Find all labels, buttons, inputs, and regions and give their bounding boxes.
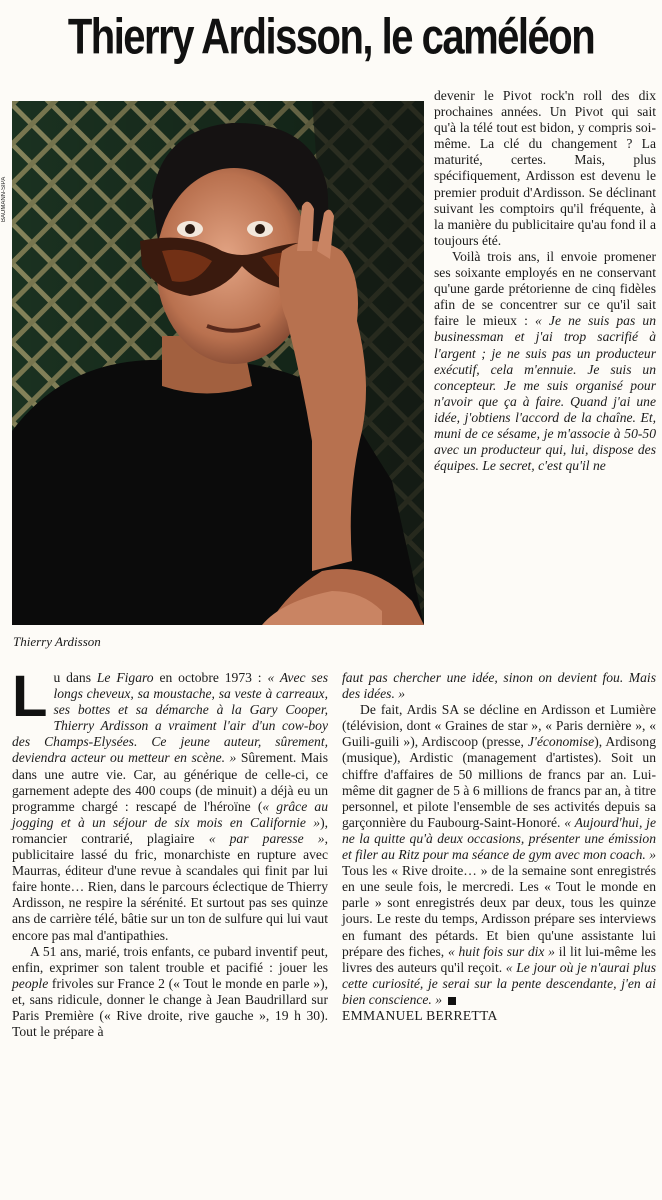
body-text: frivoles sur France 2 (« Tout le monde en parle »), et, sans ridicule, donner le change à Jean Baudrillard sur Paris Première (« Rive droite, rive gauche », 19 h 30). Tout le prépare à bbox=[12, 975, 328, 1040]
body-text: ), Ardisong (musique), Ardistic (management d'artistes). Soit un chiffre d'affaires de 50 millions de francs par an. Lui-même dit gagner de 5 à 6 millions de francs par an, à titre personnel, et pilote l'ensemble de ses activités depuis sa garçonnière du Faubourg-Saint-Honoré. bbox=[342, 734, 656, 830]
article-paragraph bbox=[12, 944, 328, 1041]
body-text: Sûrement. Mais dans une autre vie. Car, au générique de celle-ci, ce garnement adepte des 400 coups (de minuit) a déjà eu un programme chargé : rescapé de l'héroïne ( bbox=[12, 750, 329, 814]
byline bbox=[342, 1008, 656, 1024]
article-column-right-bottom bbox=[342, 670, 656, 1024]
body-text: devenir le Pivot rock'n roll des dix prochaines années. Un Pivot qui sait qu'à la télé tout est bidon, y compris soi-même. La clé du changement ? La maturité, certes. Mais, plus spécifiquement, Ardisson est devenu le premier produit d'Ardisson. Se déclinant suivant les comptoirs qu'il fréquente, à la manière du publicitaire qu'au fond il a toujours été. bbox=[434, 88, 656, 248]
headline: Thierry Ardisson, le caméléon bbox=[67, 9, 595, 65]
quote-text: faut pas chercher une idée, sinon on devient fou. Mais des idées. » bbox=[342, 670, 656, 702]
article-paragraph bbox=[342, 702, 656, 1008]
photo-credit: BAUMANN-SIPA bbox=[1, 176, 7, 222]
quote-text: « Le jour où je n'aurai plus cette curiosité, je serai sur la pente descendante, j'en ai bien conscience. » bbox=[342, 959, 656, 1007]
body-text: De fait, Ardis SA se décline en Ardisson et Lumière (télévision, dont « Graines de star », « Paris dernière », « Guili-guili »), Ardiscoop (presse, bbox=[342, 702, 656, 750]
body-text: , publicitaire lassé du fric, monarchiste en rupture avec Maurras, éditeur d'une revue à scandales qui finit par lui faire honte… Rien, dans le parcours éclectique de Thierry Ardisson, ne respire la sérénité. Et surtout pas ses quinze ans de carrière télé, bâtie sur un ton de sulfure qui lui vaut encore pas mal d'antipathies. bbox=[12, 830, 328, 943]
body-text: A 51 ans, marié, trois enfants, ce pubard inventif peut, enfin, exprimer son talent trouble et pacifié : jouer les bbox=[12, 943, 328, 975]
drop-cap: L bbox=[12, 664, 48, 729]
article-paragraph bbox=[434, 88, 656, 249]
photo-caption: Thierry Ardisson bbox=[13, 634, 101, 649]
quote-text: Le Figaro bbox=[96, 670, 154, 685]
body-text: ), romancier contrarié, plagiaire bbox=[12, 814, 328, 846]
portrait-photo bbox=[12, 101, 424, 625]
byline-name: EMMANUEL BERRETTA bbox=[342, 1007, 498, 1023]
body-text: il lit lui-même les livres des auteurs qu'il reçoit. bbox=[342, 943, 657, 975]
quote-text: « Je ne suis pas un businessman et j'ai trop sacrifié à l'argent ; je ne suis pas un producteur exécutif, cela m'ennuie. Je suis un concepteur. Je me suis organisé pour n'avoir que ça à faire. Quand j'ai une idée, j'obtiens l'accord de la chaîne. Et, muni de ce sésame, je m'associe à 50-50 avec un producteur qui, lui, dispose des équipes. Le secret, c'est qu'il ne bbox=[434, 313, 656, 474]
body-text: Tous les « Rive droite… » de la semaine sont enregistrés en une seule fois, le mercredi. Les « Tout le monde en parle » sont enregistrés deux par deux, tous les quinze jours. Le reste du temps, Ardisson prépare ses interviews en fumant des pétards. Et bien qu'une assistante lui prépare des fiches, bbox=[342, 863, 656, 959]
end-of-article-icon bbox=[448, 997, 456, 1005]
article-paragraph bbox=[342, 670, 656, 702]
quote-text: « grâce au jogging et à un séjour de six mois en Californie » bbox=[12, 798, 328, 830]
quote-text: people bbox=[12, 975, 49, 991]
quote-text: « Avec ses longs cheveux, sa moustache, sa veste à carreaux, ses bottes et sa démarche à la Gary Cooper, Thierry Ardisson a vraiment l'air d'un cow-boy des Champs-Elysées. Ce jeune auteur, sûrement, deviendra acteur ou metteur en scène. » bbox=[12, 670, 328, 766]
article-paragraph bbox=[434, 249, 656, 474]
quote-text: J'économise bbox=[527, 734, 595, 750]
quote-text: « par paresse » bbox=[208, 830, 325, 846]
body-text: en octobre 1973 : bbox=[153, 670, 268, 685]
article-paragraph bbox=[12, 664, 329, 944]
quote-text: « huit fois sur dix » bbox=[447, 943, 555, 959]
body-text: Voilà trois ans, il envoie promener ses soixante employés en ne conservant qu'une garde prétorienne de cinq fidèles afin de se concentrer sur ce qu'il sait faire le mieux : bbox=[434, 248, 656, 329]
quote-text: « Aujourd'hui, je ne la quitte qu'à deux occasions, présenter une émission et filer au Ritz pour ma séance de gym avec mon coach. » bbox=[342, 814, 656, 863]
body-text: u dans bbox=[53, 670, 97, 685]
article-column-left bbox=[12, 664, 329, 1040]
article-column-right-top bbox=[434, 88, 656, 474]
